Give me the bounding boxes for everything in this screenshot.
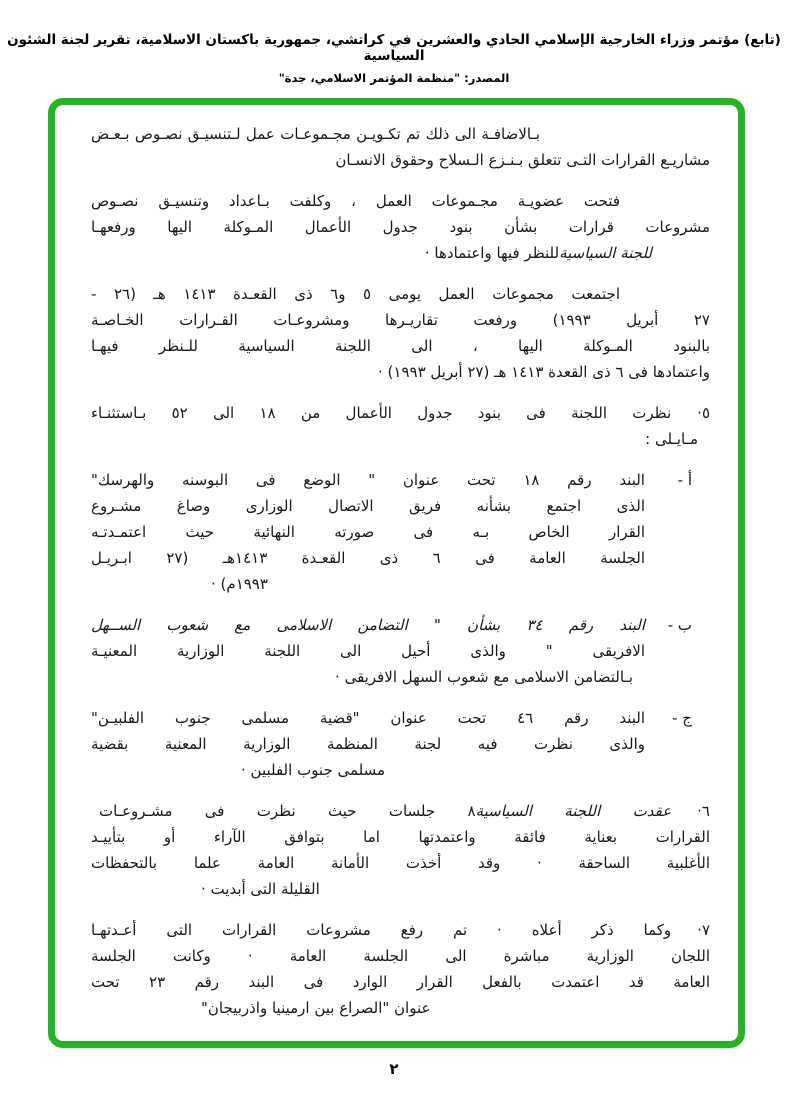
- text-line: واعتمادها فى ٦ ذى القعدة ١٤١٣ هـ (٢٧ أبريل ١٩٩٣) ·: [378, 363, 710, 381]
- text-line: مـايـلى :: [645, 430, 698, 448]
- italic-phrase: عقدت اللجنة السياسية: [475, 802, 672, 820]
- text-line: مسلمى جنوب الفلبين ·: [241, 761, 386, 779]
- text-line: مشروعات قرارات بشأن بنود جدول الأعمال المـوكلة اليها ورفعهـا: [91, 218, 710, 236]
- list-item-b: [91, 612, 710, 690]
- text-line: القرار الخاص بـه فى صورته النهائية حيث اعتمـدتـه: [91, 523, 645, 541]
- item-marker: ج -: [672, 709, 692, 727]
- text-line: اجتمعت مجموعات العمل يومى ٥ و٦ ذى القعـدة ١٤١٣ هـ (٢٦ -: [91, 285, 620, 303]
- text-line: عنوان "الصراع بين ارمينيا واذربيجان": [201, 999, 431, 1017]
- text-line: الأغلبية الساحقة · وقد أخذت الأمانة العامة علما بالتحفظات: [91, 854, 710, 872]
- text-line: البند رقم ٤٦ تحت عنوان "قضية مسلمى جنوب الفلبيـن": [91, 709, 645, 727]
- item-marker: أ -: [677, 471, 692, 489]
- page-number: ٢: [389, 1060, 399, 1078]
- italic-phrase: للجنة السياسية: [559, 244, 652, 262]
- list-item-a: [91, 467, 710, 597]
- text-line: الافريقى " والذى أحيل الى اللجنة الوزارية المعنيـة: [91, 642, 645, 660]
- text-line: اللجان الوزارية مباشرة الى الجلسة العامة · وكانت الجلسة: [91, 947, 710, 965]
- paragraph-5: [91, 400, 710, 452]
- text-line: بـالاضافـة الى ذلك تم تكـويـن مجـموعـات عمل لـتنسيـق نصـوص بـعـض: [91, 125, 540, 143]
- text-line: ٦·عقدت اللجنة السياسية٨ جلسات حيث نظرت فى مشـروعـات: [99, 802, 710, 820]
- paragraph-6: [91, 798, 710, 902]
- text-line: البند رقم ٣٤ بشأن " التضامن الاسلامى مع شعوب الســهل: [91, 616, 645, 634]
- text-line: والذى نظرت فيه لجنة المنظمة الوزارية المعنية بقضية: [91, 735, 645, 753]
- content-frame: [48, 98, 745, 1048]
- paragraph-intro-2: [91, 188, 710, 266]
- document-source: المصدر: "منظمة المؤتمر الاسلامي، جدة": [278, 71, 510, 85]
- text-line: ١٩٩٣م) ·: [211, 575, 268, 593]
- paragraph-intro-3: [91, 281, 710, 385]
- list-item-c: [91, 705, 710, 783]
- text-line: بالبنود المـوكلة اليها ، الى اللجنة السياسية للـنظر فيهـا: [91, 337, 710, 355]
- text-line: القرارات بعناية فائقة واعتمدتها اما بتوافق الآراء أو بتأييـد: [91, 828, 710, 846]
- text-line: ٢٧ أبريل ١٩٩٣) ورفعت تقاريـرها ومشروعـات القـرارات الخـاصـة: [91, 311, 710, 329]
- paragraph-intro-1: [91, 121, 710, 173]
- text-line: العامة قد اعتمدت بالفعل القرار الوارد فى البند رقم ٢٣ تحت: [91, 973, 711, 991]
- text-line: القليلة التى أبديت ·: [201, 880, 320, 898]
- text-line: للجنة السياسيةللنظر فيها واعتمادها ·: [424, 244, 652, 262]
- text-line: ٧·وكما ذكر أعلاه · تم رفع مشروعات القرارات التى أعـدتهـا: [91, 921, 710, 939]
- paragraph-number: ٧·: [697, 921, 710, 939]
- paragraph-7: [91, 917, 710, 1021]
- text-line: مشاريـع القرارات التـى تتعلق بـنـزع الـسلاح وحقوق الانسـان: [335, 151, 710, 169]
- text-line: بـالتضامن الاسلامى مع شعوب السهل الافريقى ·: [335, 668, 633, 686]
- text-line: الذى اجتمع بشأنه فريق الاتصال الوزارى وصاغ مشـروع: [91, 497, 645, 515]
- text-line: البند رقم ١٨ تحت عنوان " الوضع فى البوسنه والهرسك": [91, 471, 645, 489]
- text-line: فتحت عضويـة مجـموعات العمل ، وكلفت بـاعداد وتنسيـق نصـوص: [91, 192, 620, 210]
- document-body: [55, 105, 738, 1021]
- paragraph-number: ٦·: [697, 802, 710, 820]
- item-marker: ب -: [667, 616, 692, 634]
- paragraph-number: ٥·: [697, 404, 710, 422]
- document-title: (تابع) مؤتمر وزراء الخارجية الإسلامي الحادي والعشرين في كراتشي، جمهورية باكستان الاسلامية، تقرير لجنة الشئون السياسية: [7, 32, 781, 64]
- text-line: الجلسة العامة فى ٦ ذى القعـدة ١٤١٣هـ (٢٧ ابـريـل: [91, 549, 645, 567]
- text-line: ٥·نظرت اللجنة فى بنود جدول الأعمال من ١٨ الى ٥٢ بـاستثنـاء: [91, 404, 710, 422]
- document-header: [0, 32, 788, 85]
